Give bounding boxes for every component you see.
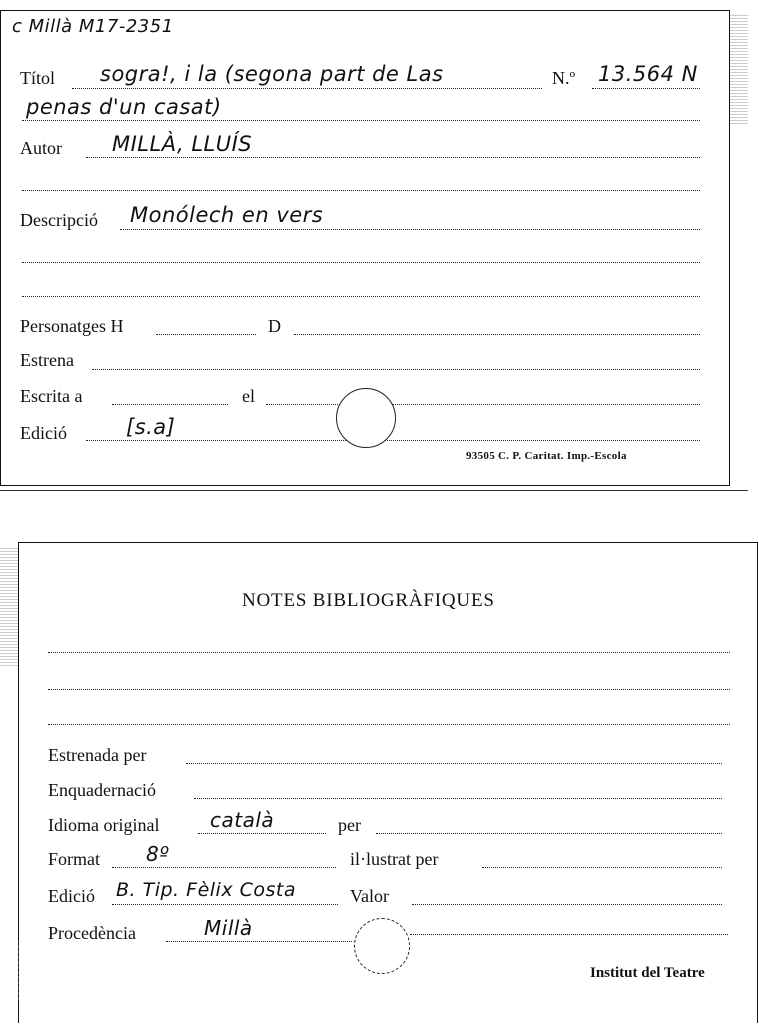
edicio-label: Edició <box>20 423 67 443</box>
procedencia-line-2 <box>410 934 728 935</box>
card-bottom-rule <box>0 490 748 491</box>
left-edge-mark <box>18 940 19 1000</box>
notes-line-3 <box>48 724 730 725</box>
scan-speckle <box>730 14 748 124</box>
descripcio-value: Monólech en vers <box>130 203 324 227</box>
institution-name: Institut del Teatre <box>590 965 705 981</box>
bottom-edicio-value: B. Tip. Fèlix Costa <box>116 879 296 901</box>
titol-value-2: penas d'un casat) <box>26 95 222 119</box>
titol-line-2 <box>22 120 700 121</box>
escrita-el-line <box>266 404 700 405</box>
descripcio-line <box>120 229 700 230</box>
personatges-d-label: D <box>268 316 281 336</box>
descripcio-label: Descripció <box>20 210 98 230</box>
edicio-line <box>86 440 700 441</box>
enquadernacio-label: Enquadernació <box>48 780 156 800</box>
personatges-h-line <box>156 334 256 335</box>
estrenada-label: Estrenada per <box>48 745 147 765</box>
procedencia-value: Millà <box>204 916 253 940</box>
notes-heading: NOTES BIBLIOGRÀFIQUES <box>242 590 495 611</box>
descripcio-line-3 <box>22 296 700 297</box>
idioma-line <box>198 833 326 834</box>
notes-line-2 <box>48 689 730 690</box>
estrenada-line <box>186 763 722 764</box>
header-note: c Millà M17-2351 <box>12 16 174 37</box>
valor-line <box>412 904 722 905</box>
idioma-per-line <box>376 833 722 834</box>
estrena-line <box>92 369 700 370</box>
estrena-label: Estrena <box>20 350 74 370</box>
escrita-el-label: el <box>242 386 255 406</box>
personatges-label: Personatges H <box>20 316 124 336</box>
numero-value: 13.564 N <box>598 62 698 86</box>
procedencia-line <box>166 941 352 942</box>
idioma-per-label: per <box>338 815 361 835</box>
notes-line-1 <box>48 652 730 653</box>
scan-speckle-2 <box>0 546 18 666</box>
autor-line-2 <box>22 190 700 191</box>
bottom-edicio-label: Edició <box>48 886 95 906</box>
edicio-value: [s.a] <box>126 415 176 439</box>
titol-label: Títol <box>20 68 55 88</box>
card-punch-hole <box>336 388 396 448</box>
format-value: 8º <box>146 842 170 866</box>
titol-line <box>72 88 542 89</box>
procedencia-label: Procedència <box>48 923 136 943</box>
illustrat-label: il·lustrat per <box>350 849 439 869</box>
printer-imprint: 93505 C. P. Caritat. Imp.-Escola <box>466 450 627 462</box>
titol-value: sogra!, i la (segona part de Las <box>100 62 444 86</box>
valor-label: Valor <box>350 886 389 906</box>
escrita-label: Escrita a <box>20 386 83 406</box>
autor-line <box>86 157 700 158</box>
format-line <box>112 867 336 868</box>
bottom-edicio-line <box>112 904 338 905</box>
numero-line <box>592 88 700 89</box>
enquadernacio-line <box>194 798 722 799</box>
numero-label: N.º <box>552 68 576 88</box>
idioma-value: català <box>210 808 275 832</box>
format-label: Format <box>48 849 100 869</box>
autor-value: MILLÀ, LLUÍS <box>112 132 253 156</box>
autor-label: Autor <box>20 138 62 158</box>
illustrat-line <box>482 867 722 868</box>
personatges-d-line <box>294 334 700 335</box>
escrita-line <box>112 404 228 405</box>
descripcio-line-2 <box>22 262 700 263</box>
idioma-label: Idioma original <box>48 815 160 835</box>
card-punch-hole-2 <box>354 918 410 974</box>
